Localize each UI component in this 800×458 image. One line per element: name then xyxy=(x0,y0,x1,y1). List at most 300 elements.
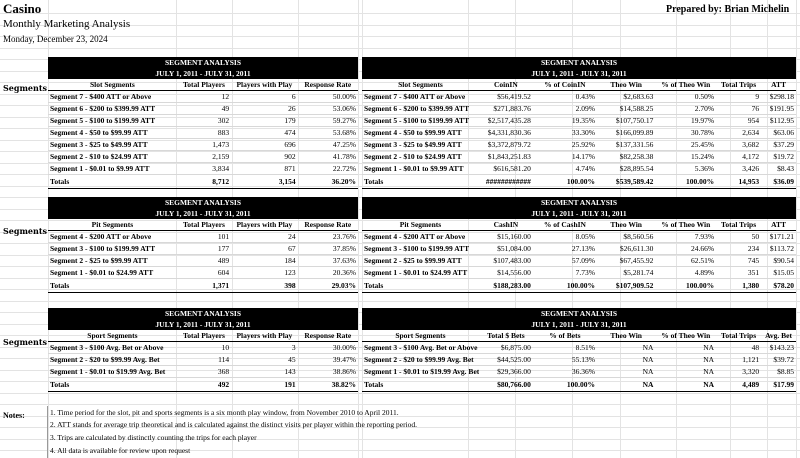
cell-value: NA xyxy=(655,354,716,366)
cell-value: 76 xyxy=(716,103,761,115)
block-title-row xyxy=(48,57,358,68)
total-value: $80,766.00 xyxy=(479,378,533,392)
cell-value: $2,683.63 xyxy=(597,91,655,103)
segment-name: Segment 6 - $200 to $399.99 ATT xyxy=(48,103,177,115)
total-value: NA xyxy=(597,378,655,392)
segment-name: Segment 3 - $100 Avg. Bet or Above xyxy=(48,342,177,354)
cell-value: $63.06 xyxy=(761,127,796,139)
total-value: 8,712 xyxy=(177,175,231,189)
table-row xyxy=(48,267,358,279)
cell-value: 22.72% xyxy=(298,163,358,175)
segments-label-slot: Segments xyxy=(3,83,48,93)
total-value: $188,283.00 xyxy=(479,279,533,293)
total-value: NA xyxy=(655,378,716,392)
segment-name: Segment 3 - $100 to $199.99 ATT xyxy=(362,243,479,255)
total-value: 3,154 xyxy=(231,175,297,189)
grid-vline xyxy=(358,0,359,458)
column-header: % of Bets xyxy=(533,330,597,342)
cell-value: 8.51% xyxy=(533,342,597,354)
totals-row xyxy=(48,378,358,392)
cell-value: 3,682 xyxy=(716,139,761,151)
total-value: 1,380 xyxy=(716,279,761,293)
cell-value: $51,084.00 xyxy=(479,243,533,255)
column-header: CashIN xyxy=(479,219,533,231)
cell-value: 49 xyxy=(177,103,231,115)
cell-value: 57.09% xyxy=(533,255,597,267)
block-title: SEGMENT ANALYSIS xyxy=(362,57,796,68)
cell-value: $107,750.17 xyxy=(597,115,655,127)
cell-value: 53.06% xyxy=(298,103,358,115)
cell-value: 9 xyxy=(716,91,761,103)
table-row xyxy=(362,243,796,255)
cell-value: 37.85% xyxy=(298,243,358,255)
column-header: % of CashIN xyxy=(533,219,597,231)
cell-value: 38.86% xyxy=(298,366,358,378)
cell-value: NA xyxy=(597,366,655,378)
total-value: $17.99 xyxy=(761,378,796,392)
cell-value: 0.50% xyxy=(655,91,716,103)
column-header: Theo Win xyxy=(597,79,655,91)
cell-value: NA xyxy=(655,366,716,378)
table-row xyxy=(48,243,358,255)
prepared-by: Prepared by: Brian Michelin xyxy=(666,4,790,15)
cell-value: 2.09% xyxy=(533,103,597,115)
column-header: Response Rate xyxy=(298,219,358,231)
cell-value: $82,258.38 xyxy=(597,151,655,163)
cell-value: 184 xyxy=(231,255,297,267)
cell-value: 3 xyxy=(231,342,297,354)
block-period: JULY 1, 2011 - JULY 31, 2011 xyxy=(48,319,358,330)
cell-value: 489 xyxy=(177,255,231,267)
cell-value: 30.00% xyxy=(298,342,358,354)
block-period: JULY 1, 2011 - JULY 31, 2011 xyxy=(362,68,796,79)
column-header: % of CoinIN xyxy=(533,79,597,91)
block-title: SEGMENT ANALYSIS xyxy=(48,197,358,208)
totals-row xyxy=(362,279,796,293)
total-value: 38.82% xyxy=(298,378,358,392)
block-period: JULY 1, 2011 - JULY 31, 2011 xyxy=(362,319,796,330)
cell-value: 7.93% xyxy=(655,231,716,243)
cell-value: $14,556.00 xyxy=(479,267,533,279)
column-header: Pit Segments xyxy=(48,219,177,231)
table-row xyxy=(48,366,358,378)
report-date: Monday, December 23, 2024 xyxy=(3,34,108,44)
totals-row xyxy=(362,378,796,392)
total-value: 100.00% xyxy=(533,279,597,293)
total-value: $78.20 xyxy=(761,279,796,293)
table-row xyxy=(362,139,796,151)
table-row xyxy=(48,127,358,139)
cell-value: NA xyxy=(655,342,716,354)
cell-value: 351 xyxy=(716,267,761,279)
cell-value: 3,426 xyxy=(716,163,761,175)
cell-value: $8.85 xyxy=(761,366,796,378)
block-title: SEGMENT ANALYSIS xyxy=(362,308,796,319)
cell-value: $14,588.25 xyxy=(597,103,655,115)
cell-value: $44,525.00 xyxy=(479,354,533,366)
table-row xyxy=(362,342,796,354)
cell-value: 19.35% xyxy=(533,115,597,127)
total-value: 100.00% xyxy=(655,279,716,293)
cell-value: $39.72 xyxy=(761,354,796,366)
cell-value: $8.43 xyxy=(761,163,796,175)
column-header: Sport Segments xyxy=(362,330,479,342)
pit-cashin-table xyxy=(362,197,796,293)
table-row xyxy=(362,267,796,279)
column-header: Total Trips xyxy=(716,219,761,231)
cell-value: 368 xyxy=(177,366,231,378)
table-row xyxy=(362,255,796,267)
cell-value: $171.21 xyxy=(761,231,796,243)
cell-value: 14.17% xyxy=(533,151,597,163)
cell-value: $143.23 xyxy=(761,342,796,354)
column-header: Total Players xyxy=(177,219,231,231)
segment-name: Segment 7 - $400 ATT or Above xyxy=(48,91,177,103)
cell-value: 902 xyxy=(231,151,297,163)
cell-value: $8,560.56 xyxy=(597,231,655,243)
total-value: $107,909.52 xyxy=(597,279,655,293)
grid-hline xyxy=(0,301,800,302)
segment-name: Segment 1 - $0.01 to $24.99 ATT xyxy=(362,267,479,279)
totals-label: Totals xyxy=(48,175,177,189)
report-subtitle: Monthly Marketing Analysis xyxy=(3,18,131,30)
cell-value: $4,331,830.36 xyxy=(479,127,533,139)
totals-label: Totals xyxy=(48,378,177,392)
table-row xyxy=(362,354,796,366)
total-value: 1,371 xyxy=(177,279,231,293)
cell-value: 41.78% xyxy=(298,151,358,163)
cell-value: $616,581.20 xyxy=(479,163,533,175)
cell-value: 45 xyxy=(231,354,297,366)
grid-hline xyxy=(0,393,800,394)
cell-value: 50 xyxy=(716,231,761,243)
table-row xyxy=(48,139,358,151)
cell-value: 53.68% xyxy=(298,127,358,139)
cell-value: 3,834 xyxy=(177,163,231,175)
block-period-row xyxy=(362,319,796,330)
column-header-row xyxy=(48,219,358,231)
column-header: % of Theo Win xyxy=(655,330,716,342)
sport-response-table xyxy=(48,308,358,392)
table-row xyxy=(48,231,358,243)
block-period-row xyxy=(48,208,358,219)
totals-label: Totals xyxy=(362,279,479,293)
segment-name: Segment 4 - $50 to $99.99 ATT xyxy=(362,127,479,139)
cell-value: 27.13% xyxy=(533,243,597,255)
block-title-row xyxy=(48,197,358,208)
cell-value: $26,611.30 xyxy=(597,243,655,255)
cell-value: 123 xyxy=(231,267,297,279)
cell-value: $137,331.56 xyxy=(597,139,655,151)
column-header: Total Players xyxy=(177,330,231,342)
segment-name: Segment 2 - $20 to $99.99 Avg. Bet xyxy=(48,354,177,366)
cell-value: $28,895.54 xyxy=(597,163,655,175)
cell-value: 33.30% xyxy=(533,127,597,139)
cell-value: $1,843,251.83 xyxy=(479,151,533,163)
cell-value: 234 xyxy=(716,243,761,255)
cell-value: 5.36% xyxy=(655,163,716,175)
cell-value: 3,320 xyxy=(716,366,761,378)
table-row xyxy=(362,151,796,163)
column-header: Sport Segments xyxy=(48,330,177,342)
cell-value: $112.95 xyxy=(761,115,796,127)
block-title-row xyxy=(48,308,358,319)
column-header: ATT xyxy=(761,219,796,231)
cell-value: 30.78% xyxy=(655,127,716,139)
cell-value: $5,281.74 xyxy=(597,267,655,279)
totals-row xyxy=(48,175,358,189)
cell-value: 37.63% xyxy=(298,255,358,267)
cell-value: 1,473 xyxy=(177,139,231,151)
block-title-row xyxy=(362,57,796,68)
cell-value: 954 xyxy=(716,115,761,127)
column-header: Total Trips xyxy=(716,330,761,342)
segment-name: Segment 3 - $25 to $49.99 ATT xyxy=(48,139,177,151)
cell-value: $37.29 xyxy=(761,139,796,151)
cell-value: 62.51% xyxy=(655,255,716,267)
cell-value: $166,099.89 xyxy=(597,127,655,139)
cell-value: 10 xyxy=(177,342,231,354)
slot-response-table xyxy=(48,57,358,189)
segment-name: Segment 1 - $0.01 to $9.99 ATT xyxy=(362,163,479,175)
block-period: JULY 1, 2011 - JULY 31, 2011 xyxy=(48,208,358,219)
table-row xyxy=(48,163,358,175)
segments-label-sport: Segments xyxy=(3,337,48,347)
segment-name: Segment 4 - $50 to $99.99 ATT xyxy=(48,127,177,139)
cell-value: 302 xyxy=(177,115,231,127)
segments-label-pit: Segments xyxy=(3,226,48,236)
segment-name: Segment 1 - $0.01 to $24.99 ATT xyxy=(48,267,177,279)
column-header: Theo Win xyxy=(597,219,655,231)
total-value: ############ xyxy=(479,175,533,189)
grid-hline xyxy=(0,36,800,37)
table-row xyxy=(362,91,796,103)
pit-response-table xyxy=(48,197,358,293)
table-row xyxy=(48,115,358,127)
column-header: Total Players xyxy=(177,79,231,91)
cell-value: 24.66% xyxy=(655,243,716,255)
cell-value: $29,366.00 xyxy=(479,366,533,378)
cell-value: 19.97% xyxy=(655,115,716,127)
block-period: JULY 1, 2011 - JULY 31, 2011 xyxy=(48,68,358,79)
cell-value: 12 xyxy=(177,91,231,103)
cell-value: NA xyxy=(597,342,655,354)
total-value: 492 xyxy=(177,378,231,392)
column-header: Response Rate xyxy=(298,79,358,91)
total-value: 100.00% xyxy=(533,175,597,189)
total-value: 29.03% xyxy=(298,279,358,293)
segment-name: Segment 2 - $20 to $99.99 Avg. Bet xyxy=(362,354,479,366)
cell-value: $15.05 xyxy=(761,267,796,279)
cell-value: 745 xyxy=(716,255,761,267)
column-header: % of Theo Win xyxy=(655,219,716,231)
cell-value: $191.95 xyxy=(761,103,796,115)
cell-value: $15,160.00 xyxy=(479,231,533,243)
cell-value: 101 xyxy=(177,231,231,243)
block-title-row xyxy=(362,308,796,319)
block-title: SEGMENT ANALYSIS xyxy=(48,308,358,319)
column-header: Players with Play xyxy=(231,219,297,231)
table-row xyxy=(362,231,796,243)
cell-value: $298.18 xyxy=(761,91,796,103)
cell-value: 871 xyxy=(231,163,297,175)
segment-name: Segment 6 - $200 to $399.99 ATT xyxy=(362,103,479,115)
column-header: Players with Play xyxy=(231,79,297,91)
block-period-row xyxy=(48,319,358,330)
cell-value: $6,875.00 xyxy=(479,342,533,354)
segment-name: Segment 2 - $25 to $99.99 ATT xyxy=(362,255,479,267)
report-title: Casino xyxy=(3,1,42,16)
total-value: 14,953 xyxy=(716,175,761,189)
total-value: 4,489 xyxy=(716,378,761,392)
cell-value: 177 xyxy=(177,243,231,255)
cell-value: $113.72 xyxy=(761,243,796,255)
table-row xyxy=(362,103,796,115)
column-header: Pit Segments xyxy=(362,219,479,231)
segment-name: Segment 3 - $100 to $199.99 ATT xyxy=(48,243,177,255)
note-3: 3. Trips are calculated by distinctly counting the trips for each player xyxy=(50,433,257,442)
totals-row xyxy=(48,279,358,293)
grid-hline xyxy=(0,48,800,49)
cell-value: $107,483.00 xyxy=(479,255,533,267)
cell-value: $67,455.92 xyxy=(597,255,655,267)
note-1: 1. Time period for the slot, pit and sports segments is a six month play window, from November 2010 to April 2011. xyxy=(50,408,399,417)
column-header: Total $ Bets xyxy=(479,330,533,342)
block-period-row xyxy=(362,208,796,219)
cell-value: $19.72 xyxy=(761,151,796,163)
cell-value: 179 xyxy=(231,115,297,127)
cell-value: 474 xyxy=(231,127,297,139)
cell-value: 25.45% xyxy=(655,139,716,151)
table-row xyxy=(48,151,358,163)
cell-value: 24 xyxy=(231,231,297,243)
grid-hline xyxy=(0,404,800,405)
column-header: Theo Win xyxy=(597,330,655,342)
table-row xyxy=(48,342,358,354)
block-title: SEGMENT ANALYSIS xyxy=(362,197,796,208)
totals-label: Totals xyxy=(362,175,479,189)
total-value: 100.00% xyxy=(533,378,597,392)
total-value: 36.20% xyxy=(298,175,358,189)
cell-value: 55.13% xyxy=(533,354,597,366)
segment-name: Segment 1 - $0.01 to $9.99 ATT xyxy=(48,163,177,175)
cell-value: 23.76% xyxy=(298,231,358,243)
column-header: % of Theo Win xyxy=(655,79,716,91)
block-title: SEGMENT ANALYSIS xyxy=(48,57,358,68)
table-row xyxy=(362,115,796,127)
cell-value: 4.89% xyxy=(655,267,716,279)
cell-value: 6 xyxy=(231,91,297,103)
total-value: $539,589.42 xyxy=(597,175,655,189)
cell-value: $2,517,435.28 xyxy=(479,115,533,127)
segment-name: Segment 7 - $400 ATT or Above xyxy=(362,91,479,103)
total-value: 100.00% xyxy=(655,175,716,189)
cell-value: 0.43% xyxy=(533,91,597,103)
column-header-row xyxy=(48,330,358,342)
total-value: $36.09 xyxy=(761,175,796,189)
cell-value: 50.00% xyxy=(298,91,358,103)
table-row xyxy=(362,163,796,175)
column-header-row xyxy=(362,219,796,231)
segment-name: Segment 3 - $100 Avg. Bet or Above xyxy=(364,343,478,352)
total-value: 191 xyxy=(231,378,297,392)
note-4: 4. All data is available for review upon request xyxy=(50,446,191,455)
column-header: Slot Segments xyxy=(362,79,479,91)
column-header: Avg. Bet xyxy=(761,330,796,342)
column-header: Players with Play xyxy=(231,330,297,342)
cell-value: NA xyxy=(597,354,655,366)
segment-name: Segment 5 - $100 to $199.99 ATT xyxy=(362,115,479,127)
block-period: JULY 1, 2011 - JULY 31, 2011 xyxy=(362,208,796,219)
notes-label: Notes: xyxy=(3,411,25,420)
column-header: Response Rate xyxy=(298,330,358,342)
cell-value: 8.05% xyxy=(533,231,597,243)
cell-value: 47.25% xyxy=(298,139,358,151)
cell-value: 2,159 xyxy=(177,151,231,163)
cell-value: 4,172 xyxy=(716,151,761,163)
segment-name: Segment 1 - $0.01 to $19.99 Avg. Bet xyxy=(364,367,479,376)
cell-value: $271,883.76 xyxy=(479,103,533,115)
total-value: 398 xyxy=(231,279,297,293)
block-period-row xyxy=(48,68,358,79)
cell-value: 604 xyxy=(177,267,231,279)
cell-value: $3,372,879.72 xyxy=(479,139,533,151)
slot-coinin-table xyxy=(362,57,796,189)
block-title-row xyxy=(362,197,796,208)
cell-value: 25.92% xyxy=(533,139,597,151)
cell-value: 15.24% xyxy=(655,151,716,163)
column-header: ATT xyxy=(761,79,796,91)
column-header-row xyxy=(48,79,358,91)
segment-name: Segment 1 - $0.01 to $19.99 Avg. Bet xyxy=(48,366,177,378)
segment-name: Segment 5 - $100 to $199.99 ATT xyxy=(48,115,177,127)
grid-vline xyxy=(796,0,797,458)
cell-value: 67 xyxy=(231,243,297,255)
column-header: Slot Segments xyxy=(48,79,177,91)
cell-value: 48 xyxy=(716,342,761,354)
cell-value: 20.36% xyxy=(298,267,358,279)
table-row xyxy=(48,354,358,366)
segment-name: Segment 2 - $10 to $24.99 ATT xyxy=(48,151,177,163)
segment-name: Segment 2 - $25 to $99.99 ATT xyxy=(48,255,177,267)
block-period-row xyxy=(362,68,796,79)
sport-bets-table xyxy=(362,308,796,392)
cell-value: 114 xyxy=(177,354,231,366)
cell-value: $56,419.52 xyxy=(479,91,533,103)
column-header-row xyxy=(362,330,796,342)
cell-value: 883 xyxy=(177,127,231,139)
totals-label: Totals xyxy=(48,279,177,293)
cell-value: 36.36% xyxy=(533,366,597,378)
cell-value: 39.47% xyxy=(298,354,358,366)
cell-value: 696 xyxy=(231,139,297,151)
cell-value: 2,634 xyxy=(716,127,761,139)
segment-name: Segment 4 - $200 ATT or Above xyxy=(48,231,177,243)
column-header-row xyxy=(362,79,796,91)
segment-name: Segment 2 - $10 to $24.99 ATT xyxy=(362,151,479,163)
table-row xyxy=(362,127,796,139)
table-row xyxy=(48,103,358,115)
cell-value: 1,121 xyxy=(716,354,761,366)
note-2: 2. ATT stands for average trip theoretical and is calculated against the distinct visits per player within the reporting period. xyxy=(50,420,418,429)
cell-value: 4.74% xyxy=(533,163,597,175)
totals-label: Totals xyxy=(362,378,479,392)
cell-value: $90.54 xyxy=(761,255,796,267)
column-header: Total Trips xyxy=(716,79,761,91)
segment-name: Segment 3 - $25 to $49.99 ATT xyxy=(362,139,479,151)
table-row xyxy=(48,91,358,103)
table-row xyxy=(362,366,796,378)
